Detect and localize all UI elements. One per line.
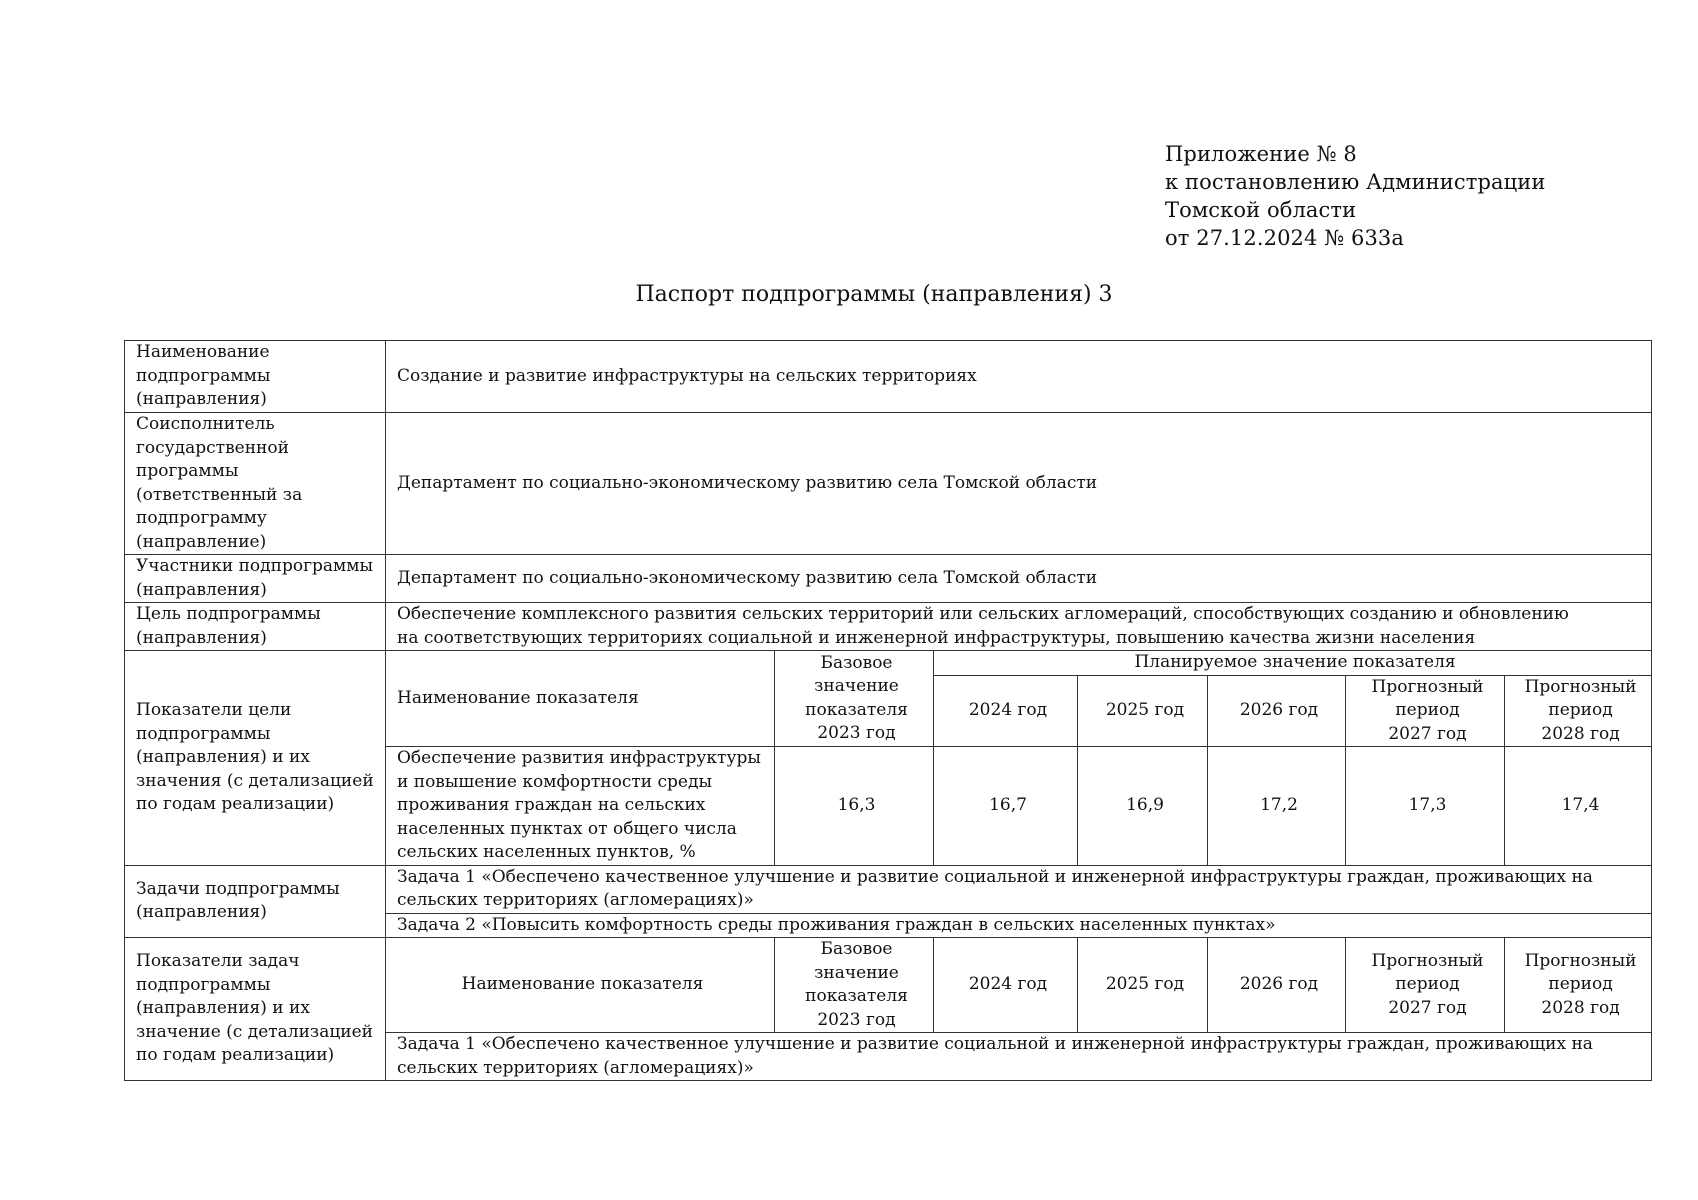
row-label-name: Наименование подпрограммы (направления) bbox=[125, 341, 386, 413]
table-row bbox=[125, 555, 1652, 603]
appendix-line: к постановлению Администрации bbox=[1165, 170, 1546, 194]
task-year-2027-header: Прогнозный период 2027 год bbox=[1346, 938, 1505, 1033]
indicator-value-2025: 16,9 bbox=[1078, 747, 1208, 866]
table-row bbox=[125, 341, 1652, 413]
year-2025-header: 2025 год bbox=[1078, 675, 1208, 747]
row-label-task-indicators: Показатели задач подпрограммы (направления) и их значение (с детализацией по годам реализации) bbox=[125, 938, 386, 1081]
year-2024-header: 2024 год bbox=[934, 675, 1078, 747]
task-indicator-name-header: Наименование показателя bbox=[386, 938, 775, 1033]
table-row bbox=[125, 938, 1652, 1033]
task-year-2026-header: 2026 год bbox=[1208, 938, 1346, 1033]
indicator-name-header: Наименование показателя bbox=[386, 651, 775, 747]
indicator-value-2028: 17,4 bbox=[1505, 747, 1652, 866]
indicator-base-value: 16,3 bbox=[775, 747, 934, 866]
task-year-2025-header: 2025 год bbox=[1078, 938, 1208, 1033]
row-label-participants: Участники подпрограммы (направления) bbox=[125, 555, 386, 603]
table-row bbox=[125, 651, 1652, 676]
row-value-name: Создание и развитие инфраструктуры на сельских территориях bbox=[386, 341, 1652, 413]
indicator-value-2024: 16,7 bbox=[934, 747, 1078, 866]
row-label-coexecutor: Соисполнитель государственной программы (ответственный за подпрограмму (направление) bbox=[125, 413, 386, 555]
row-value-coexecutor: Департамент по социально-экономическому развитию села Томской области bbox=[386, 413, 1652, 555]
row-label-goal: Цель подпрограммы (направления) bbox=[125, 603, 386, 651]
year-2026-header: 2026 год bbox=[1208, 675, 1346, 747]
indicator-value-2027: 17,3 bbox=[1346, 747, 1505, 866]
task-2: Задача 2 «Повысить комфортность среды проживания граждан в сельских населенных пунктах» bbox=[386, 913, 1652, 938]
appendix-line: от 27.12.2024 № 633а bbox=[1165, 226, 1404, 250]
table-row bbox=[125, 413, 1652, 555]
task-1: Задача 1 «Обеспечено качественное улучшение и развитие социальной и инженерной инфраструктуры граждан, проживающих на сельских территориях (агломерациях)» bbox=[386, 865, 1652, 913]
indicator-value-2026: 17,2 bbox=[1208, 747, 1346, 866]
table-row bbox=[125, 865, 1652, 913]
row-label-goal-indicators: Показатели цели подпрограммы (направления) и их значения (с детализацией по годам реализации) bbox=[125, 651, 386, 866]
task-indicators-task-1: Задача 1 «Обеспечено качественное улучшение и развитие социальной и инженерной инфраструктуры граждан, проживающих на сельских территориях (агломерациях)» bbox=[386, 1033, 1652, 1081]
year-2027-header: Прогнозный период 2027 год bbox=[1346, 675, 1505, 747]
task-year-2024-header: 2024 год bbox=[934, 938, 1078, 1033]
planned-value-header: Планируемое значение показателя bbox=[934, 651, 1652, 676]
page-title: Паспорт подпрограммы (направления) 3 bbox=[635, 282, 1113, 307]
year-2028-header: Прогнозный период 2028 год bbox=[1505, 675, 1652, 747]
table-row bbox=[125, 603, 1652, 651]
row-value-participants: Департамент по социально-экономическому развитию села Томской области bbox=[386, 555, 1652, 603]
passport-table bbox=[124, 340, 1652, 1081]
appendix-block bbox=[1165, 140, 1545, 252]
appendix-line: Томской области bbox=[1165, 198, 1357, 222]
row-label-tasks: Задачи подпрограммы (направления) bbox=[125, 865, 386, 938]
task-year-2028-header: Прогнозный период 2028 год bbox=[1505, 938, 1652, 1033]
base-value-header: Базовое значение показателя 2023 год bbox=[775, 651, 934, 747]
appendix-line: Приложение № 8 bbox=[1165, 142, 1357, 166]
indicator-name: Обеспечение развития инфраструктуры и повышение комфортности среды проживания граждан на сельских населенных пунктах от общего числа сельских населенных пунктов, % bbox=[386, 747, 775, 866]
task-base-value-header: Базовое значение показателя 2023 год bbox=[775, 938, 934, 1033]
row-value-goal: Обеспечение комплексного развития сельских территорий или сельских агломераций, способствующих созданию и обновлению на соответствующих территориях социальной и инженерной инфраструктуры, повышению качества жизни населения bbox=[386, 603, 1652, 651]
